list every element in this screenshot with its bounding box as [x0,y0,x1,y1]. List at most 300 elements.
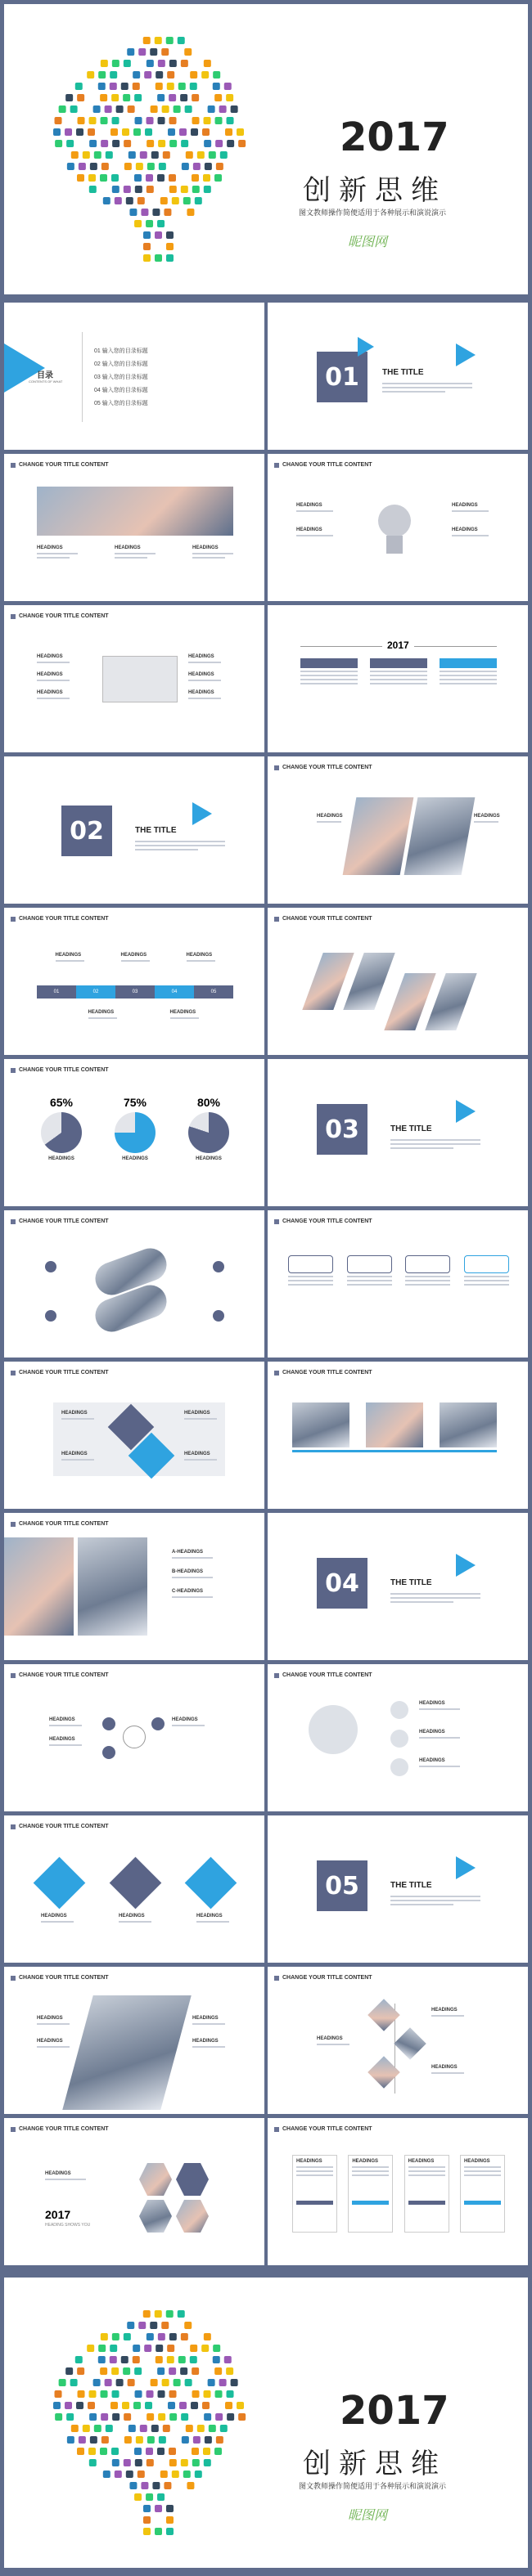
mini-icon [112,2459,119,2466]
mini-icon [156,2345,163,2352]
mini-icon [134,2448,142,2455]
mini-icon [214,174,222,182]
mini-icon [183,197,191,204]
text-block [382,380,472,395]
avatar [390,1758,408,1776]
mini-icon [112,186,119,193]
mini-icon [111,174,119,182]
accent-triangle [456,1856,476,1879]
mini-icon [158,2333,165,2340]
mini-icon [87,71,94,79]
mini-icon [215,117,223,124]
mini-icon [227,2390,234,2398]
mini-icon [193,2436,201,2444]
mini-icon [192,94,199,101]
content-slide [4,1815,264,1963]
mini-icon [143,254,151,262]
mini-icon [110,83,117,90]
mini-icon [65,2367,73,2375]
mini-icon [158,140,165,147]
mini-icon [110,2402,118,2409]
pie-value: 75% [123,1096,147,1109]
slide-header: CHANGE YOUR TITLE CONTENT [11,462,109,468]
mini-icon [88,2448,96,2455]
mini-icon [88,128,95,136]
marker-dot [151,1717,165,1730]
mini-icon [89,2390,97,2398]
diamond-row [41,1865,229,1901]
mini-icon [214,94,222,101]
mini-icon [213,2356,220,2363]
hex-photo [176,2200,209,2233]
mini-icon [116,2379,124,2386]
bulb-icon [378,505,411,537]
mini-icon [116,105,124,113]
mini-icon [192,174,199,182]
mini-icon [156,2356,163,2363]
mini-icon [197,2425,205,2432]
slide-header: CHANGE YOUR TITLE CONTENT [274,462,372,468]
mini-icon [237,2402,244,2409]
mini-icon [169,2448,176,2455]
mini-icon [147,2413,154,2421]
section-number: 03 [317,1104,367,1155]
mini-icon [124,186,131,193]
mini-icon [179,128,187,136]
mini-icon [167,83,174,90]
heading-group: HEADINGS [419,1730,460,1741]
heading-group: HEADINGS [419,1701,460,1712]
mini-icon [169,2390,177,2398]
mini-icon [157,174,165,182]
mini-icon [161,2322,169,2329]
mini-icon [90,163,97,170]
text-block [135,838,225,853]
mini-icon [169,140,177,147]
photo [62,1995,192,2110]
mini-icon [101,140,108,147]
mini-icon [192,2448,199,2455]
slide-header: CHANGE YOUR TITLE CONTENT [11,1067,109,1073]
heading-group: HEADINGS [431,2065,464,2076]
mini-icon [214,2367,222,2375]
mini-icon [143,231,151,239]
mini-icon [203,174,210,182]
mini-icon [144,71,151,79]
toc-item[interactable]: 02 输入您的目录标题 [94,361,148,367]
heading: HEADINGS [115,545,141,550]
mini-icon [205,163,212,170]
toc-item[interactable]: 01 输入您的目录标题 [94,348,148,354]
timeline-bar [370,658,427,668]
mini-icon [98,2356,106,2363]
mini-icon [106,2425,113,2432]
mini-icon [226,2367,233,2375]
mini-icon [75,83,83,90]
mini-icon [106,151,113,159]
mini-icon [166,2528,174,2535]
mini-icon [124,2436,132,2444]
mini-icon [89,140,97,147]
mini-icon [134,2493,142,2501]
mini-icon [88,2402,95,2409]
content-slide [4,1210,264,1358]
mini-icon [55,140,62,147]
mini-icon [147,140,154,147]
content-slide [4,605,264,752]
slide-header: CHANGE YOUR TITLE CONTENT [274,1672,372,1678]
mini-icon [98,2345,106,2352]
diamond [34,1857,86,1910]
mini-icon [164,209,171,216]
mini-icon [158,2390,165,2398]
slide-header: CHANGE YOUR TITLE CONTENT [274,765,372,770]
content-slide [268,1967,528,2114]
mini-icon [167,71,174,79]
mini-icon [65,128,72,136]
content-slide [4,454,264,601]
mini-icon [225,2402,232,2409]
mini-icon [65,94,73,101]
mini-icon [238,2413,246,2421]
heading: HEADINGS [37,672,63,677]
mini-icon [237,128,244,136]
mini-icon [105,2379,112,2386]
mini-icon [208,2379,215,2386]
pie-value: 80% [196,1096,221,1109]
mini-icon [169,94,176,101]
mini-icon [133,2402,141,2409]
mini-icon [181,2333,188,2340]
photo [366,1402,423,1447]
mini-icon [169,2367,176,2375]
mini-icon [67,2436,74,2444]
mini-icon [182,2436,189,2444]
mini-icon [178,83,186,90]
mini-icon [76,128,83,136]
pie-chart [188,1112,229,1153]
mini-icon [89,2459,97,2466]
mini-icon [122,128,129,136]
section-number: 05 [317,1860,367,1911]
mini-icon [172,2471,179,2478]
icon-cols [288,1255,509,1288]
left-headings [37,654,70,702]
mini-icon [169,174,176,182]
mini-icon [70,105,78,113]
heading: HEADINGS [37,690,63,695]
mini-icon [208,105,215,113]
mini-icon [66,2413,74,2421]
mini-icon [77,2367,84,2375]
cover-year: 2017 [340,114,449,160]
text-block [390,1591,480,1605]
mini-icon [146,174,153,182]
right-heading: HEADINGS [474,814,500,825]
heading-group: HEADINGS HEADINGS [192,2016,225,2050]
mini-icon [79,163,86,170]
mini-icon [141,209,148,216]
percent-slide [4,1059,264,1206]
cover-subtitle: 图文教师操作简便适用于各种展示和演说演示 [299,209,447,217]
mini-icon [201,71,209,79]
mini-icon [77,2448,84,2455]
mini-icon [124,2333,131,2340]
mini-icon [89,186,97,193]
mini-icon [135,186,142,193]
slide-header: CHANGE YOUR TITLE CONTENT [11,1672,109,1678]
cover-title: 创新思维 [303,174,447,207]
photo [404,797,476,875]
mini-icon [112,2413,119,2421]
bottom-headings: HEADINGS HEADINGS [61,1010,225,1021]
content-slide [4,1513,264,1660]
mini-icon [129,2482,137,2489]
head-icons-graphic [20,29,282,274]
avatar [390,1701,408,1719]
content-slide [268,908,528,1055]
mini-icon [67,163,74,170]
section-04-slide [268,1513,528,1660]
mini-icon [205,2436,212,2444]
mini-icon [157,2448,165,2455]
mini-icon [126,197,133,204]
hex [176,2163,209,2196]
mini-icon [192,2390,200,2398]
mini-icon [59,2379,66,2386]
mini-icon [65,2402,72,2409]
mini-icon [167,2356,174,2363]
mini-icon [162,2379,169,2386]
banner-photo [37,487,233,536]
mini-icon [140,2425,147,2432]
mini-icon [143,37,151,44]
pie-chart [41,1112,82,1153]
mini-icon [55,117,62,124]
timeline-bar [300,658,358,668]
section-title: THE TITLE [382,368,424,377]
mini-icon [135,117,142,124]
toc-item[interactable]: 03 输入您的目录标题 [94,375,148,380]
photo [343,797,414,875]
mini-icon [178,2310,185,2318]
photo [440,1402,497,1447]
marker-dot [45,1261,56,1272]
mini-icon [147,60,154,67]
mini-icon [220,151,228,159]
mini-icon [163,151,170,159]
heading: HEADINGS [296,527,322,532]
mini-icon [135,2459,142,2466]
mini-icon [155,2310,162,2318]
mini-icon [78,2390,85,2398]
mini-icon [158,60,165,67]
mini-icon [169,2413,177,2421]
mini-icon [202,128,210,136]
mini-icon [180,94,187,101]
mini-icon [162,105,169,113]
toc-item[interactable]: 04 输入您的目录标题 [94,388,148,393]
heading-group: HEADINGS HEADINGS [49,1717,82,1748]
diamond [109,1857,161,1910]
mini-icon [161,48,169,56]
mini-icon [155,2505,162,2512]
mini-icon [164,2482,171,2489]
heading: HEADINGS [188,690,214,695]
slide-header: CHANGE YOUR TITLE CONTENT [11,1824,109,1829]
mini-icon [192,2367,199,2375]
left-heading: HEADINGS [317,814,343,825]
mini-icon [227,117,234,124]
bulb-base [386,536,403,554]
hex-photo [139,2163,172,2196]
marker-dot [213,1310,224,1322]
mini-icon [83,151,90,159]
mini-icon [147,2459,154,2466]
mini-icon [138,2471,145,2478]
mini-icon [98,71,106,79]
mini-icon [157,94,165,101]
mini-icon [115,197,122,204]
process-slide [4,908,264,1055]
heading: HEADINGS [188,654,214,659]
mini-icon [53,2402,61,2409]
mini-icon [204,2333,211,2340]
section-number: 02 [61,806,112,856]
mini-icon [190,2345,197,2352]
mini-icon [100,2448,107,2455]
head-icons-graphic [20,2302,282,2547]
mini-icon [209,151,216,159]
mini-icon [155,2528,162,2535]
mini-icon [179,2402,187,2409]
mini-icon [158,117,165,124]
top-headings: HEADINGS HEADINGS HEADINGS [37,953,233,964]
toc-label: 目录 [37,371,53,380]
mini-icon [101,60,108,67]
mini-icon [112,2390,119,2398]
mini-icon [169,60,177,67]
accent-triangle [456,343,476,366]
content-slide [268,1210,528,1358]
mini-icon [101,163,109,170]
photo [78,1537,147,1636]
text-block [390,1137,480,1151]
headings-row: HEADINGS HEADINGS HEADINGS [41,1914,229,1925]
mini-icon [134,2367,142,2375]
content-slide [268,454,528,601]
mini-icon [121,83,128,90]
photo [292,1402,349,1447]
mini-icon [129,209,137,216]
mini-icon [203,2448,210,2455]
mini-icon [124,163,132,170]
mini-icon [155,231,162,239]
heading: HEADINGS [452,527,478,532]
mini-icon [227,2413,234,2421]
mini-icon [134,220,142,227]
pie-row: 65% HEADINGS 75% HEADINGS 80% HEADINGS [37,1096,233,1161]
mini-icon [178,2356,186,2363]
mini-icon [155,254,162,262]
content-slide [4,1967,264,2114]
mini-icon [143,243,151,250]
mini-icon [100,2367,107,2375]
mini-icon [79,2436,86,2444]
mini-icon [181,186,188,193]
mini-icon [231,2379,238,2386]
content-slide [4,2118,264,2265]
slide-header: CHANGE YOUR TITLE CONTENT [274,1370,372,1376]
outline-icon [347,1255,392,1273]
mini-icon [181,60,188,67]
mini-icon [151,2379,158,2386]
mini-icon [77,94,84,101]
mini-icon [89,2413,97,2421]
mini-icon [174,105,181,113]
heading-group: HEADINGS [431,2008,464,2019]
section-title: THE TITLE [390,1881,432,1890]
toc-divider [82,332,83,422]
mini-icon [146,2493,153,2501]
mini-icon [215,2413,223,2421]
mini-icon [166,243,174,250]
heading-group: HEADINGS [184,1452,217,1463]
step: 04 [155,985,194,999]
mini-icon [167,2345,174,2352]
mini-icon [204,2413,211,2421]
section-02-slide [4,756,264,904]
mini-icon [187,2482,194,2489]
closing-slide [4,2278,528,2568]
mini-icon [143,2505,151,2512]
mini-icon [71,151,79,159]
photo [394,2027,426,2060]
marker-dot [102,1746,115,1759]
mini-icon [94,151,101,159]
mini-icon [88,174,96,182]
mini-icon [66,140,74,147]
mini-icon [197,151,205,159]
mini-icon [133,2345,140,2352]
mini-icon [181,2413,188,2421]
mini-icon [133,83,140,90]
mini-icon [192,2459,200,2466]
mini-icon [75,2356,83,2363]
content-slide [268,756,528,904]
accent-triangle [192,802,212,825]
mini-icon [166,37,174,44]
mini-icon [124,2413,131,2421]
mini-icon [76,2402,83,2409]
mini-icon [151,105,158,113]
slide-header: CHANGE YOUR TITLE CONTENT [11,2126,109,2132]
mini-icon [166,254,174,262]
mini-icon [127,2322,134,2329]
mini-icon [89,117,97,124]
toc-item[interactable]: 05 输入您的目录标题 [94,401,148,406]
step: 01 [37,985,76,999]
mini-icon [146,2448,153,2455]
mini-icon [127,48,134,56]
content-slide [4,1362,264,1509]
mini-icon [93,105,101,113]
mini-icon [159,163,166,170]
mini-icon [126,2471,133,2478]
content-slide [268,2118,528,2265]
slide-header: CHANGE YOUR TITLE CONTENT [274,916,372,922]
mini-icon [87,2345,94,2352]
